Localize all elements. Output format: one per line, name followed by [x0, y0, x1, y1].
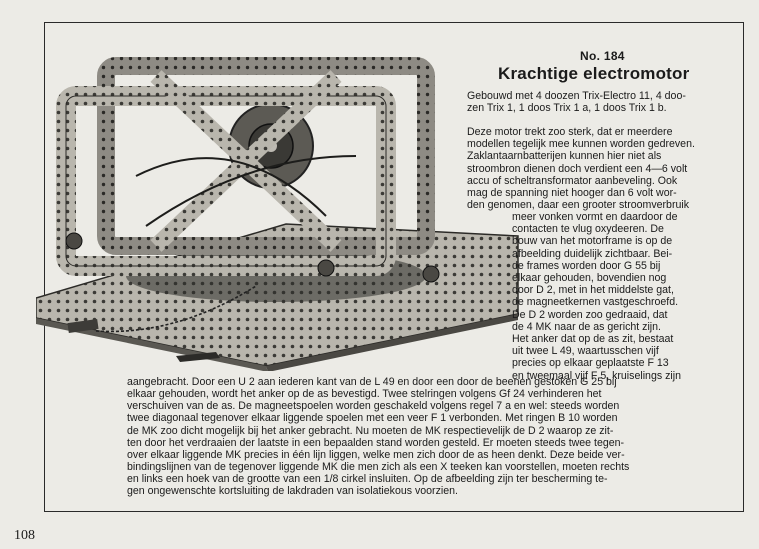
body-text-bottom	[127, 376, 739, 498]
body-line: bindingslijnen van de tegenover liggende MK die men zich als een X teeken kan voorstellen, moeten rechts	[127, 461, 630, 474]
body-line: mag de spanning niet hooger dan 6 volt wor-	[467, 187, 677, 200]
body-line: de frames worden door G 55 bij	[512, 259, 661, 272]
body-line: Het anker dat op de as zit, bestaat	[512, 333, 674, 346]
body-line: meer vonken vormt en daardoor de	[512, 211, 678, 223]
body-line: door D 2, met in het middelste gat,	[512, 284, 674, 297]
electromotor-model-photo	[36, 36, 526, 371]
body-line: Zaklantaarnbatterijen kunnen hier niet als	[467, 150, 662, 163]
body-line: precies op elkaar geplaatste F 13	[512, 357, 669, 370]
parts-subtitle	[467, 90, 739, 114]
subtitle-line: zen Trix 1, 1 doos Trix 1 a, 1 doos Trix 1 b.	[467, 102, 667, 114]
body-line: den genomen, daar een grooter stroomverbruik	[467, 199, 690, 212]
body-line: bouw van het motorframe is op de	[512, 235, 673, 248]
body-line: De D 2 worden zoo gedraaid, dat	[512, 308, 668, 321]
body-line: verschuiven van de as. De magneetspoelen worden geschakeld volgens regel 7 a en wel: steeds worden	[127, 400, 620, 413]
body-line: elkaar gehouden, bovendien nog	[512, 272, 667, 285]
body-line: accu of scheltransformator aanbeveling. Ook	[467, 174, 678, 187]
body-line: afbeelding duidelijk zichtbaar. Bei-	[512, 247, 673, 260]
body-line: over elkaar liggende MK precies in één lijn liggen, welke men zich door de as heen denkt. Deze beide ver-	[127, 448, 625, 461]
model-number: No. 184	[580, 49, 625, 63]
body-line: modellen tegelijk mee kunnen worden gedreven.	[467, 138, 695, 151]
subtitle-line: Gebouwd met 4 doozen Trix-Electro 11, 4 doo-	[467, 90, 686, 102]
body-line: en links een hoek van de grootte van een 1/8 cirkel insluiten. Op de afbeelding zijn ter bescherming te-	[127, 473, 608, 486]
body-line: Deze motor trekt zoo sterk, dat er meerdere	[467, 126, 673, 138]
body-line: elkaar gehouden, wordt het anker op de as bevestigd. Twee stelringen volgens Gf 24 verhinderen het	[127, 388, 602, 401]
body-line: de magneetkernen vastgeschroefd.	[512, 296, 679, 309]
body-line: de MK zoo dicht mogelijk bij het anker gebracht. Nu moeten de MK respectievelijk de D 2 waarop ze zit-	[127, 424, 614, 437]
body-text-right-column	[467, 126, 739, 211]
page-number: 108	[14, 528, 35, 543]
body-line: contacten te vlug oxydeeren. De	[512, 223, 664, 236]
body-line: ten door het verdraaien der laatste in een bepaalden stand worden gesteld. Er moeten steeds twee tegen-	[127, 436, 625, 449]
body-line: uit twee L 49, waartusschen vijf	[512, 345, 659, 358]
body-line: de 4 MK naar de as gericht zijn.	[512, 320, 661, 333]
body-line: twee diagonaal tegenover elkaar liggende spoelen met een veer F 1 verbonden. Met ringen B 10 worden	[127, 412, 618, 425]
body-line: gen ongewenschte kortsluiting de lakdraden van isolatiekous voorzien.	[127, 485, 458, 498]
body-text-wrap-column	[512, 211, 740, 382]
page-title: Krachtige electromotor	[498, 64, 690, 83]
body-line: stroombron dienen doch verdient een 4—6 volt	[467, 162, 688, 175]
body-line: aangebracht. Door een U 2 aan iederen kant van de L 49 en door een door de beenen gestoken G 25 bij	[127, 376, 617, 388]
body-line: en tweemaal vijf F 5, kruiselings zijn	[512, 369, 681, 382]
